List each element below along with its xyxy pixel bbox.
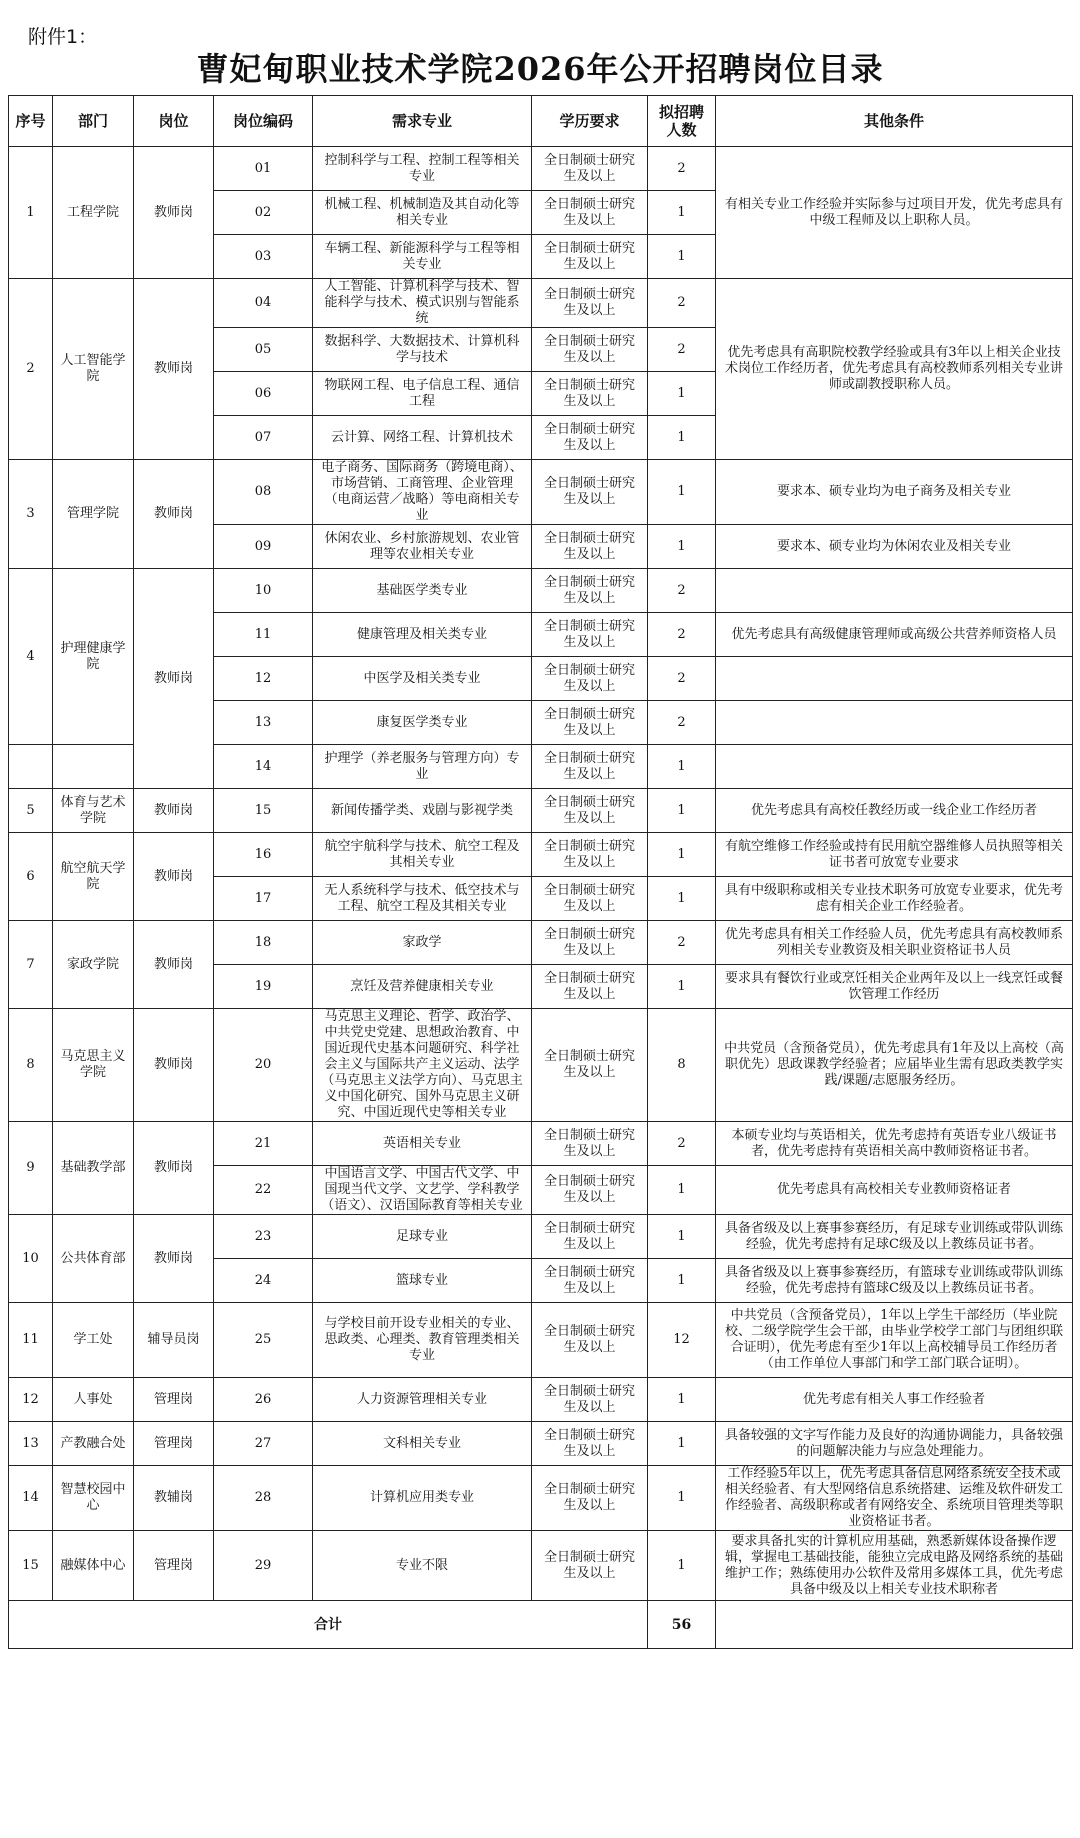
major-cell: 航空宇航科学与技术、航空工程及其相关专业 [313,833,532,877]
header-post: 岗位 [134,96,214,147]
major-cell: 康复医学类专业 [313,701,532,745]
post-code-cell: 02 [214,191,313,235]
department-cell: 马克思主义学院 [53,1009,134,1122]
post-code-cell: 09 [214,525,313,569]
post-cell: 管理岗 [134,1378,214,1422]
education-cell: 全日制硕士研究生及以上 [532,147,648,191]
department-cell: 体育与艺术学院 [53,789,134,833]
total-row [9,1601,1073,1649]
count-cell: 2 [648,147,716,191]
count-cell: 1 [648,1422,716,1466]
table-row [9,1466,1073,1531]
table-row [9,1303,1073,1378]
other-conditions-cell: 本硕专业均与英语相关，优先考虑持有英语专业八级证书者，优先考虑持有英语相关高中教师资格证书者。 [716,1122,1073,1166]
other-conditions-cell [716,745,1073,789]
major-cell: 无人系统科学与技术、低空技术与工程、航空工程及其相关专业 [313,877,532,921]
major-cell: 文科相关专业 [313,1422,532,1466]
other-conditions-cell: 优先考虑具有高校相关专业教师资格证者 [716,1166,1073,1215]
seq-cell: 15 [9,1531,53,1601]
post-cell: 教辅岗 [134,1466,214,1531]
major-cell: 与学校目前开设专业相关的专业、思政类、心理类、教育管理类相关专业 [313,1303,532,1378]
other-conditions-cell: 要求本、硕专业均为休闲农业及相关专业 [716,525,1073,569]
major-cell: 云计算、网络工程、计算机技术 [313,416,532,460]
major-cell: 篮球专业 [313,1259,532,1303]
count-cell: 1 [648,460,716,525]
seq-cell: 10 [9,1215,53,1303]
count-cell: 2 [648,657,716,701]
education-cell: 全日制硕士研究生及以上 [532,191,648,235]
major-cell: 马克思主义理论、哲学、政治学、中共党史党建、思想政治教育、中国近现代史基本问题研究、科学社会主义与国际共产主义运动、法学（马克思主义法学方向）、马克思主义中国化研究、国外马克思主义研究、中国近现代史等相关专业 [313,1009,532,1122]
post-cell: 教师岗 [134,1009,214,1122]
post-cell: 教师岗 [134,279,214,460]
post-code-cell: 10 [214,569,313,613]
post-code-cell: 08 [214,460,313,525]
post-code-cell: 13 [214,701,313,745]
department-cell: 公共体育部 [53,1215,134,1303]
seq-cell [9,745,53,789]
education-cell: 全日制硕士研究生及以上 [532,965,648,1009]
education-cell: 全日制硕士研究生及以上 [532,569,648,613]
count-cell: 2 [648,328,716,372]
major-cell: 车辆工程、新能源科学与工程等相关专业 [313,235,532,279]
count-cell: 1 [648,416,716,460]
major-cell: 休闲农业、乡村旅游规划、农业管理等农业相关专业 [313,525,532,569]
count-cell: 12 [648,1303,716,1378]
education-cell: 全日制硕士研究生及以上 [532,1215,648,1259]
table-row [9,1122,1073,1166]
education-cell: 全日制硕士研究生及以上 [532,1422,648,1466]
total-count: 56 [648,1601,716,1649]
department-cell: 家政学院 [53,921,134,1009]
seq-cell: 6 [9,833,53,921]
count-cell: 1 [648,1378,716,1422]
other-conditions-cell: 优先考虑具有高职院校教学经验或具有3年以上相关企业技术岗位工作经历者，优先考虑具有高校教师系列相关专业讲师或副教授职称人员。 [716,279,1073,460]
header-major: 需求专业 [313,96,532,147]
seq-cell: 13 [9,1422,53,1466]
post-code-cell: 15 [214,789,313,833]
education-cell: 全日制硕士研究生及以上 [532,1303,648,1378]
post-cell: 教师岗 [134,833,214,921]
major-cell: 人工智能、计算机科学与技术、智能科学与技术、模式识别与智能系统 [313,279,532,328]
department-cell: 航空航天学院 [53,833,134,921]
major-cell: 数据科学、大数据技术、计算机科学与技术 [313,328,532,372]
table-row [9,789,1073,833]
post-code-cell: 20 [214,1009,313,1122]
major-cell: 烹饪及营养健康相关专业 [313,965,532,1009]
post-code-cell: 01 [214,147,313,191]
header-education: 学历要求 [532,96,648,147]
post-cell: 教师岗 [134,569,214,789]
post-code-cell: 16 [214,833,313,877]
education-cell: 全日制硕士研究生及以上 [532,701,648,745]
recruitment-table [8,95,1073,1649]
education-cell: 全日制硕士研究生及以上 [532,328,648,372]
major-cell: 计算机应用类专业 [313,1466,532,1531]
education-cell: 全日制硕士研究生及以上 [532,416,648,460]
other-conditions-cell: 优先考虑具有高级健康管理师或高级公共营养师资格人员 [716,613,1073,657]
other-conditions-cell: 要求具备扎实的计算机应用基础，熟悉新媒体设备操作逻辑，掌握电工基础技能，能独立完成电路及网络系统的基础维护工作；熟练使用办公软件及常用多媒体工具，优先考虑具备中级及以上相关专业技术职称者 [716,1531,1073,1601]
other-conditions-cell: 工作经验5年以上，优先考虑具备信息网络系统安全技术或相关经验者、有大型网络信息系统搭建、运维及软件研发工作经验者、高级职称或者有网络安全、系统项目管理类等职业资格证书者。 [716,1466,1073,1531]
education-cell: 全日制硕士研究生及以上 [532,1009,648,1122]
other-conditions-cell: 具备省级及以上赛事参赛经历，有足球专业训练或带队训练经验，优先考虑持有足球C级及以上教练员证书者。 [716,1215,1073,1259]
count-cell: 1 [648,191,716,235]
major-cell: 控制科学与工程、控制工程等相关专业 [313,147,532,191]
major-cell: 基础医学类专业 [313,569,532,613]
major-cell: 英语相关专业 [313,1122,532,1166]
post-cell: 教师岗 [134,460,214,569]
education-cell: 全日制硕士研究生及以上 [532,789,648,833]
post-code-cell: 25 [214,1303,313,1378]
education-cell: 全日制硕士研究生及以上 [532,235,648,279]
post-code-cell: 22 [214,1166,313,1215]
total-other-empty [716,1601,1073,1649]
other-conditions-cell [716,657,1073,701]
other-conditions-cell: 中共党员（含预备党员），优先考虑具有1年及以上高校（高职优先）思政课教学经验者；应届毕业生需有思政类教学实践/课题/志愿服务经历。 [716,1009,1073,1122]
education-cell: 全日制硕士研究生及以上 [532,279,648,328]
post-cell: 教师岗 [134,147,214,279]
post-code-cell: 04 [214,279,313,328]
other-conditions-cell: 优先考虑具有高校任教经历或一线企业工作经历者 [716,789,1073,833]
department-cell: 智慧校园中心 [53,1466,134,1531]
post-cell: 教师岗 [134,921,214,1009]
seq-cell: 12 [9,1378,53,1422]
major-cell: 护理学（养老服务与管理方向）专业 [313,745,532,789]
post-code-cell: 24 [214,1259,313,1303]
table-header-row [9,96,1073,147]
table-row [9,279,1073,328]
department-cell: 基础教学部 [53,1122,134,1215]
table-row [9,1009,1073,1122]
department-cell: 融媒体中心 [53,1531,134,1601]
department-cell: 管理学院 [53,460,134,569]
table-row [9,1422,1073,1466]
other-conditions-cell: 优先考虑具有相关工作经验人员，优先考虑具有高校教师系列相关专业教资及相关职业资格证书人员 [716,921,1073,965]
education-cell: 全日制硕士研究生及以上 [532,525,648,569]
seq-cell: 4 [9,569,53,745]
count-cell: 1 [648,1259,716,1303]
count-cell: 2 [648,1122,716,1166]
education-cell: 全日制硕士研究生及以上 [532,1259,648,1303]
table-row [9,460,1073,525]
post-code-cell: 26 [214,1378,313,1422]
post-cell: 管理岗 [134,1422,214,1466]
other-conditions-cell: 要求具有餐饮行业或烹饪相关企业两年及以上一线烹饪或餐饮管理工作经历 [716,965,1073,1009]
seq-cell: 11 [9,1303,53,1378]
seq-cell: 3 [9,460,53,569]
post-code-cell: 19 [214,965,313,1009]
major-cell: 物联网工程、电子信息工程、通信工程 [313,372,532,416]
major-cell: 专业不限 [313,1531,532,1601]
count-cell: 2 [648,613,716,657]
count-cell: 1 [648,1531,716,1601]
post-code-cell: 18 [214,921,313,965]
post-code-cell: 05 [214,328,313,372]
count-cell: 1 [648,1215,716,1259]
post-cell: 教师岗 [134,789,214,833]
education-cell: 全日制硕士研究生及以上 [532,1166,648,1215]
seq-cell: 9 [9,1122,53,1215]
other-conditions-cell: 具备较强的文字写作能力及良好的沟通协调能力，具备较强的问题解决能力与应急处理能力。 [716,1422,1073,1466]
post-code-cell: 06 [214,372,313,416]
count-cell: 2 [648,279,716,328]
total-label: 合计 [9,1601,648,1649]
department-cell: 人事处 [53,1378,134,1422]
post-code-cell: 21 [214,1122,313,1166]
major-cell: 中医学及相关类专业 [313,657,532,701]
attachment-label: 附件1： [28,26,98,48]
seq-cell: 1 [9,147,53,279]
header-post-code: 岗位编码 [214,96,313,147]
education-cell: 全日制硕士研究生及以上 [532,460,648,525]
count-cell: 1 [648,1166,716,1215]
major-cell: 新闻传播学类、戏剧与影视学类 [313,789,532,833]
count-cell: 1 [648,525,716,569]
education-cell: 全日制硕士研究生及以上 [532,613,648,657]
post-code-cell: 07 [214,416,313,460]
post-code-cell: 27 [214,1422,313,1466]
seq-cell: 2 [9,279,53,460]
table-row [9,1378,1073,1422]
other-conditions-cell: 具有中级职称或相关专业技术职务可放宽专业要求，优先考虑有相关企业工作经验者。 [716,877,1073,921]
other-conditions-cell: 要求本、硕专业均为电子商务及相关专业 [716,460,1073,525]
other-conditions-cell [716,701,1073,745]
header-other: 其他条件 [716,96,1073,147]
department-cell: 产教融合处 [53,1422,134,1466]
count-cell: 1 [648,833,716,877]
count-cell: 1 [648,745,716,789]
education-cell: 全日制硕士研究生及以上 [532,877,648,921]
header-department: 部门 [53,96,134,147]
count-cell: 1 [648,789,716,833]
department-cell: 护理健康学院 [53,569,134,745]
education-cell: 全日制硕士研究生及以上 [532,657,648,701]
seq-cell: 5 [9,789,53,833]
major-cell: 健康管理及相关类专业 [313,613,532,657]
department-cell: 学工处 [53,1303,134,1378]
post-code-cell: 17 [214,877,313,921]
table-row [9,1531,1073,1601]
table-row [9,833,1073,877]
count-cell: 1 [648,1466,716,1531]
other-conditions-cell: 优先考虑有相关人事工作经验者 [716,1378,1073,1422]
post-code-cell: 14 [214,745,313,789]
table-row [9,921,1073,965]
major-cell: 足球专业 [313,1215,532,1259]
count-cell: 2 [648,701,716,745]
other-conditions-cell: 有航空维修工作经验或持有民用航空器维修人员执照等相关证书者可放宽专业要求 [716,833,1073,877]
document-title: 曹妃甸职业技术学院2026年公开招聘岗位目录 [196,50,884,88]
education-cell: 全日制硕士研究生及以上 [532,745,648,789]
count-cell: 2 [648,569,716,613]
post-code-cell: 28 [214,1466,313,1531]
education-cell: 全日制硕士研究生及以上 [532,372,648,416]
department-cell [53,745,134,789]
major-cell: 电子商务、国际商务（跨境电商）、市场营销、工商管理、企业管理（电商运营／战略）等电商相关专业 [313,460,532,525]
post-cell: 教师岗 [134,1215,214,1303]
count-cell: 8 [648,1009,716,1122]
education-cell: 全日制硕士研究生及以上 [532,1122,648,1166]
other-conditions-cell: 具备省级及以上赛事参赛经历，有篮球专业训练或带队训练经验，优先考虑持有篮球C级及以上教练员证书者。 [716,1259,1073,1303]
post-code-cell: 23 [214,1215,313,1259]
table-row [9,569,1073,613]
table-row [9,147,1073,191]
major-cell: 中国语言文学、中国古代文学、中国现当代文学、文艺学、学科教学（语文）、汉语国际教育等相关专业 [313,1166,532,1215]
header-seq: 序号 [9,96,53,147]
count-cell: 1 [648,372,716,416]
major-cell: 机械工程、机械制造及其自动化等相关专业 [313,191,532,235]
other-conditions-cell: 有相关专业工作经验并实际参与过项目开发，优先考虑具有中级工程师及以上职称人员。 [716,147,1073,279]
count-cell: 1 [648,235,716,279]
education-cell: 全日制硕士研究生及以上 [532,1466,648,1531]
table-row [9,1215,1073,1259]
department-cell: 工程学院 [53,147,134,279]
post-code-cell: 12 [214,657,313,701]
education-cell: 全日制硕士研究生及以上 [532,833,648,877]
department-cell: 人工智能学院 [53,279,134,460]
count-cell: 1 [648,877,716,921]
seq-cell: 14 [9,1466,53,1531]
major-cell: 家政学 [313,921,532,965]
post-code-cell: 03 [214,235,313,279]
post-cell: 管理岗 [134,1531,214,1601]
education-cell: 全日制硕士研究生及以上 [532,1531,648,1601]
education-cell: 全日制硕士研究生及以上 [532,1378,648,1422]
other-conditions-cell [716,569,1073,613]
post-code-cell: 29 [214,1531,313,1601]
count-cell: 2 [648,921,716,965]
header-count: 拟招聘人数 [648,96,716,147]
seq-cell: 8 [9,1009,53,1122]
education-cell: 全日制硕士研究生及以上 [532,921,648,965]
post-cell: 教师岗 [134,1122,214,1215]
major-cell: 人力资源管理相关专业 [313,1378,532,1422]
seq-cell: 7 [9,921,53,1009]
count-cell: 1 [648,965,716,1009]
post-cell: 辅导员岗 [134,1303,214,1378]
other-conditions-cell: 中共党员（含预备党员），1年以上学生干部经历（毕业院校、二级学院学生会干部，由毕业学校学工部门与团组织联合证明），优先考虑有至少1年以上高校辅导员工作经历者（由工作单位人事部门和学工部门联合证明）。 [716,1303,1073,1378]
post-code-cell: 11 [214,613,313,657]
